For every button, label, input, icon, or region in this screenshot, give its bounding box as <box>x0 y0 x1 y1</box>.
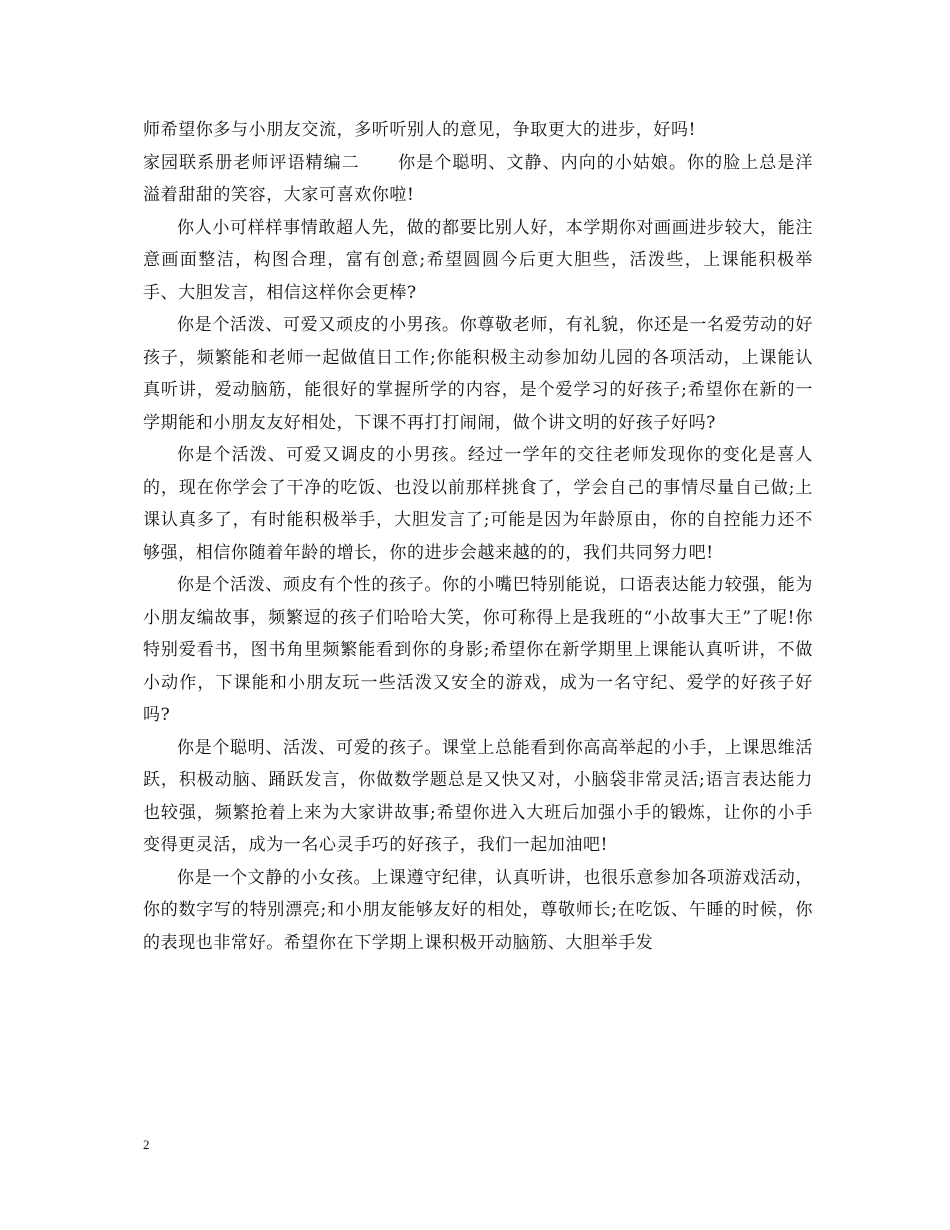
section-intro: 你是个聪明、文静、内向的小姑娘。你的脸上总是洋溢着甜甜的笑容，大家可喜欢你啦! <box>143 152 813 205</box>
paragraph: 你是个聪明、活泼、可爱的孩子。课堂上总能看到你高高举起的小手，上课思维活跃，积极动脑、踊跃发言，你做数学题总是又快又对，小脑袋非常灵活;语言表达能力也较强，频繁抢着上来为大家讲故事;希望你进入大班后加强小手的锻炼，让你的小手变得更灵活，成为一名心灵手巧的好孩子，我们一起加油吧! <box>143 737 813 855</box>
paragraph-continuation: 师希望你多与小朋友交流，多听听别人的意见，争取更大的进步，好吗! <box>143 120 697 140</box>
paragraph: 你是个活泼、顽皮有个性的孩子。你的小嘴巴特别能说，口语表达能力较强，能为小朋友编故事，频繁逗的孩子们哈哈大笑，你可称得上是我班的“小故事大王”了呢!你特别爱看书，图书角里频繁能看到你的身影;希望你在新学期里上课能认真听讲，不做小动作，下课能和小朋友玩一些活泼又安全的游戏，成为一名守纪、爱学的好孩子好吗? <box>143 575 813 725</box>
section-heading-paragraph <box>143 147 813 212</box>
paragraph: 你是个活泼、可爱又顽皮的小男孩。你尊敬老师，有礼貌，你还是一名爱劳动的好孩子，频繁能和老师一起做值日工作;你能积极主动参加幼儿园的各项活动，上课能认真听讲，爱动脑筋，能很好的掌握所学的内容，是个爱学习的好孩子;希望你在新的一学期能和小朋友友好相处，下课不再打打闹闹，做个讲文明的好孩子好吗? <box>143 315 813 433</box>
page-number: 2 <box>143 1137 150 1152</box>
paragraph: 你是个活泼、可爱又调皮的小男孩。经过一学年的交往老师发现你的变化是喜人的，现在你学会了干净的吃饭、也没以前那样挑食了，学会自己的事情尽量自己做;上课认真多了，有时能积极举手，大胆发言了;可能是因为年龄原由，你的自控能力还不够强，相信你随着年龄的增长，你的进步会越来越的的，我们共同努力吧! <box>143 445 813 563</box>
paragraph: 你人小可样样事情敢超人先，做的都要比别人好，本学期你对画画进步较大，能注意画面整洁，构图合理，富有创意;希望圆圆今后更大胆些，活泼些，上课能积极举手、大胆发言，相信这样你会更棒? <box>143 217 813 303</box>
document-body <box>143 114 813 959</box>
section-title: 家园联系册老师评语精编二 <box>143 152 360 173</box>
paragraph: 你是一个文静的小女孩。上课遵守纪律，认真听讲，也很乐意参加各项游戏活动，你的数字写的特别漂亮;和小朋友能够友好的相处，尊敬师长;在吃饭、午睡的时候，你的表现也非常好。希望你在下学期上课积极开动脑筋、大胆举手发 <box>143 867 813 953</box>
